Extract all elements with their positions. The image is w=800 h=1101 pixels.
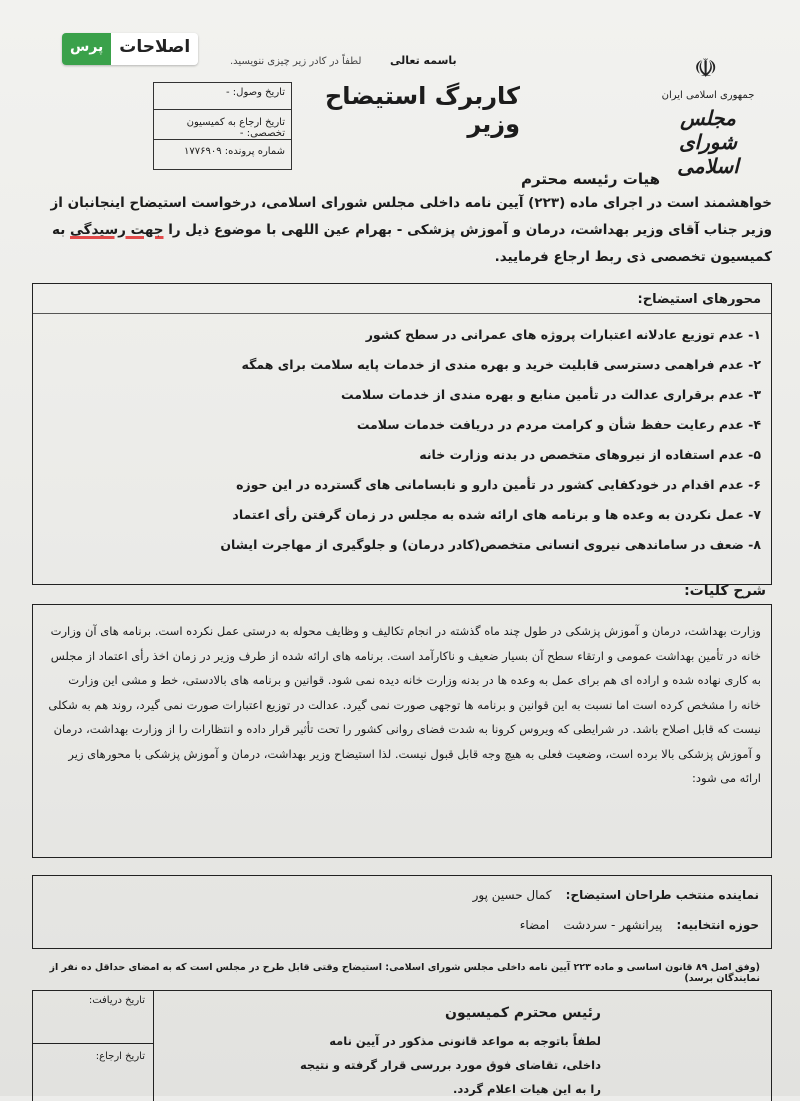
description-text: وزارت بهداشت، درمان و آموزش پزشکی در طول چند ماه گذشته در انجام تکالیف و وظایف محوله به درستی عمل نکرده است. برنامه های آن وزارت خانه در تأمین بهداشت عمومی و ارتقاء سطح آن بسیار ضعیف و ناکارآمد است. برنامه های ارائه شده از طرف وزیر در زمان اخذ رأی اعتماد از مجلس به کاری نهاده شده و اراده ای هم برای عمل به وعده ها در بدنه وزارت خانه دیده نمی شود. قوانین و برنامه های بالادستی، خط و مشی این وزارت خانه را مشخص کرده است اما نسبت به این قوانین و برنامه ها توجهی صورت نمی گیرد. عدالت در توزیع اعتبارات صورت نمی گیرد، روند هم به شکلی نیست که قابل اصلاح باشد. در شرایطی که ویروس کرونا به شدت فضای روانی کشور را تحت تأثیر قرار داده و انتظارات را از وزارت بهداشت، درمان و آموزش پزشکی بالا برده است، وضعیت فعلی به هیچ وجه قابل قبول نیست. لذا استیضاح وزیر بهداشت، درمان و آموزش پزشکی با محورهای زیر ارائه می شود: xyxy=(48,624,761,785)
commission-dates-box xyxy=(33,991,154,1101)
axis-item: ۴- عدم رعایت حفظ شأن و کرامت مردم در دریافت خدمات سلامت xyxy=(356,417,761,432)
axis-item: ۵- عدم استفاده از نیروهای متخصص در بدنه وزارت خانه xyxy=(419,447,761,462)
representative-row xyxy=(473,888,759,902)
emblem-icon: ☫ xyxy=(694,54,718,84)
received-label: تاریخ دریافت: xyxy=(88,995,145,1006)
watermark-part-b: اصلاحات xyxy=(111,33,198,65)
top-note: لطفاً در کادر زیر چیزی ننویسید. xyxy=(230,56,362,67)
sign-label: امضاء xyxy=(519,918,550,932)
rep-name: کمال حسین پور xyxy=(472,888,552,902)
addressee: هیات رئیسه محترم xyxy=(521,170,660,188)
parliament-emblem xyxy=(658,54,758,178)
axis-item: ۱- عدم توزیع عادلانه اعتبارات پروژه های عمرانی در سطح کشور xyxy=(365,327,761,342)
watermark-logo xyxy=(62,33,198,65)
file-number-field: شماره پرونده: ۱۷۷۶۹۰۹ xyxy=(183,146,285,157)
emblem-line1: جمهوری اسلامی ایران xyxy=(661,90,755,101)
intro-highlight: جهت رسیدگی xyxy=(70,222,164,238)
commission-heading: رئیس محترم کمیسیون xyxy=(445,1005,601,1021)
emblem-line2: مجلس شورای اسلامی xyxy=(677,106,739,178)
rep-label: نماینده منتخب طراحان استیضاح: xyxy=(565,888,759,902)
intro-paragraph xyxy=(20,190,772,271)
referral-label: تاریخ ارجاع: xyxy=(95,1051,145,1062)
description-heading: شرح کلیات: xyxy=(684,583,766,599)
intro-part1: خواهشمند است در اجرای ماده (۲۲۳) آیین نامه داخلی مجلس شورای اسلامی، درخواست استیضاح اینجانبان از وزیر جناب آقای وزیر بهداشت، درمان و آموزش پزشکی - بهرام عین اللهی با موضوع ذیل را xyxy=(50,195,772,238)
basmala: باسمه تعالی xyxy=(390,54,457,67)
commission-line2: داخلی، تقاضای فوق مورد بررسی قرار گرفته و نتیجه xyxy=(299,1058,601,1072)
referral-date-field: تاریخ ارجاع به کمیسیون تخصصی: - xyxy=(186,117,285,139)
axis-item: ۳- عدم برقراری عدالت در تأمین منابع و بهره مندی از خدمات سلامت xyxy=(340,387,761,402)
axis-item: ۶- عدم اقدام در خودکفایی کشور در تأمین دارو و نابسامانی های گسترده در این حوزه xyxy=(236,477,761,492)
signature-box xyxy=(32,875,772,949)
received-date-field: تاریخ وصول: - xyxy=(226,87,285,98)
axes-heading: محورهای استیضاح: xyxy=(637,292,761,307)
page-title: کاربرگ استیضاح وزیر xyxy=(324,82,520,138)
legal-footnote: (وفق اصل ۸۹ قانون اساسی و ماده ۲۲۳ آیین نامه داخلی مجلس شورای اسلامی: استیضاح وقتی قابل طرح در مجلس است که به امضای حداقل ده نفر از نمایندگان برسد) xyxy=(49,962,760,984)
intro-part2: به کمیسیون تخصصی ذی ربط ارجاع فرمایید. xyxy=(52,222,772,265)
district-value: پیرانشهر - سردشت xyxy=(563,918,663,932)
district-row xyxy=(520,918,759,932)
district-label: حوزه انتخابیه: xyxy=(676,918,759,932)
description-box xyxy=(32,604,772,858)
axes-list xyxy=(61,320,761,560)
watermark-part-a: پرس xyxy=(62,33,111,65)
commission-line3: را به این هیات اعلام گردد. xyxy=(453,1082,601,1096)
commission-line1: لطفاً باتوجه به مواعد قانونی مذکور در آیین نامه xyxy=(329,1034,601,1048)
header-fields-box xyxy=(153,82,292,170)
axis-item: ۲- عدم فراهمی دسترسی قابلیت خرید و بهره مندی از خدمات پایه سلامت برای همگه xyxy=(241,357,761,372)
axis-item: ۷- عمل نکردن به وعده ها و برنامه های ارائه شده به مجلس در زمان گرفتن رأی اعتماد xyxy=(232,507,761,522)
axis-item: ۸- ضعف در ساماندهی نیروی انسانی متخصص(کادر درمان) و جلوگیری از مهاجرت ایشان xyxy=(220,537,761,552)
axes-box xyxy=(32,283,772,585)
commission-box xyxy=(32,990,772,1101)
commission-text xyxy=(271,1029,601,1101)
